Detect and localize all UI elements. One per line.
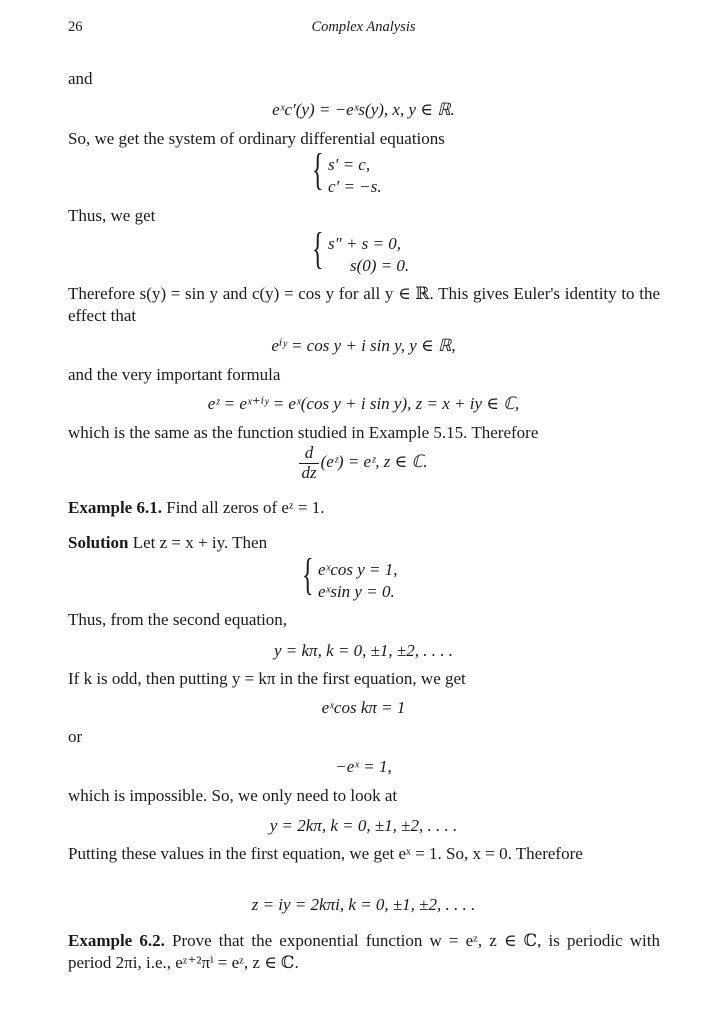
system-1-line-2: c′ = −s.	[328, 177, 382, 196]
text-k-odd: If k is odd, then putting y = kπ in the first equation, we get	[68, 669, 466, 688]
equation-y-kpi: y = kπ, k = 0, ±1, ±2, . . . .	[273, 641, 453, 660]
text-putting: Putting these values in the first equation, we get eˣ = 1. So, x = 0. Therefore	[68, 844, 583, 863]
equation-z: z = iy = 2kπi, k = 0, ±1, ±2, . . . .	[251, 895, 476, 914]
equation-formula: eᶻ = eˣ⁺ⁱʸ = eˣ(cos y + i sin y), z = x + iy ∈ ℂ,	[207, 394, 520, 413]
example-6-2-label: Example 6.2.	[68, 931, 165, 950]
fraction-d-dz	[299, 444, 318, 482]
text-same-function: which is the same as the function studied in Example 5.15. Therefore	[68, 423, 539, 442]
example-6-1-label: Example 6.1.	[68, 498, 162, 517]
equation-cos-kpi: eˣcos kπ = 1	[321, 698, 406, 717]
example-6-2	[68, 930, 660, 974]
equation-negative: −eˣ = 1,	[335, 757, 392, 776]
equation-cprime: eˣc′(y) = −eˣs(y), x, y ∈ ℝ.	[272, 100, 455, 119]
solution-label: Solution	[68, 533, 129, 552]
derivative-rhs: (eᶻ) = eᶻ, z ∈ ℂ.	[320, 452, 428, 472]
system-2-line-1: s″ + s = 0,	[328, 234, 402, 253]
running-title: Complex Analysis	[311, 19, 416, 35]
equation-y-2kpi: y = 2kπ, k = 0, ±1, ±2, . . . .	[269, 816, 458, 835]
equation-derivative	[0, 444, 727, 482]
left-brace: {	[312, 224, 324, 273]
text-and: and	[68, 69, 93, 88]
page-number: 26	[68, 19, 83, 35]
system-2-line-2: s(0) = 0.	[350, 256, 410, 275]
fraction-numerator: d	[299, 444, 318, 464]
example-6-1-text: Find all zeros of eᶻ = 1.	[166, 498, 325, 517]
text-or: or	[68, 727, 83, 746]
text-important: and the very important formula	[68, 365, 281, 384]
system-3-line-1: eˣcos y = 1,	[318, 560, 398, 579]
text-therefore: Therefore s(y) = sin y and c(y) = cos y for all y ∈ ℝ. This gives Euler's identity to the effect that	[68, 284, 660, 325]
text-system: So, we get the system of ordinary differential equations	[68, 129, 445, 148]
fraction-denominator: dz	[301, 462, 317, 482]
text-impossible: which is impossible. So, we only need to look at	[68, 786, 398, 805]
solution-text: Let z = x + iy. Then	[132, 533, 268, 552]
left-brace: {	[302, 550, 314, 599]
example-6-1	[68, 497, 660, 519]
system-1-line-1: s′ = c,	[328, 155, 371, 174]
system-3-line-2: eˣsin y = 0.	[318, 582, 395, 601]
text-second-equation: Thus, from the second equation,	[68, 610, 288, 629]
equation-euler: eⁱʸ = cos y + i sin y, y ∈ ℝ,	[271, 336, 456, 355]
example-6-2-text: Prove that the exponential function w = eᶻ, z ∈ ℂ, is periodic with period 2πi, i.e., eᶻ⁺²πⁱ = eᶻ, z ∈ ℂ.	[68, 931, 661, 972]
text-thus: Thus, we get	[68, 206, 156, 225]
solution	[68, 532, 660, 554]
left-brace: {	[312, 145, 324, 194]
